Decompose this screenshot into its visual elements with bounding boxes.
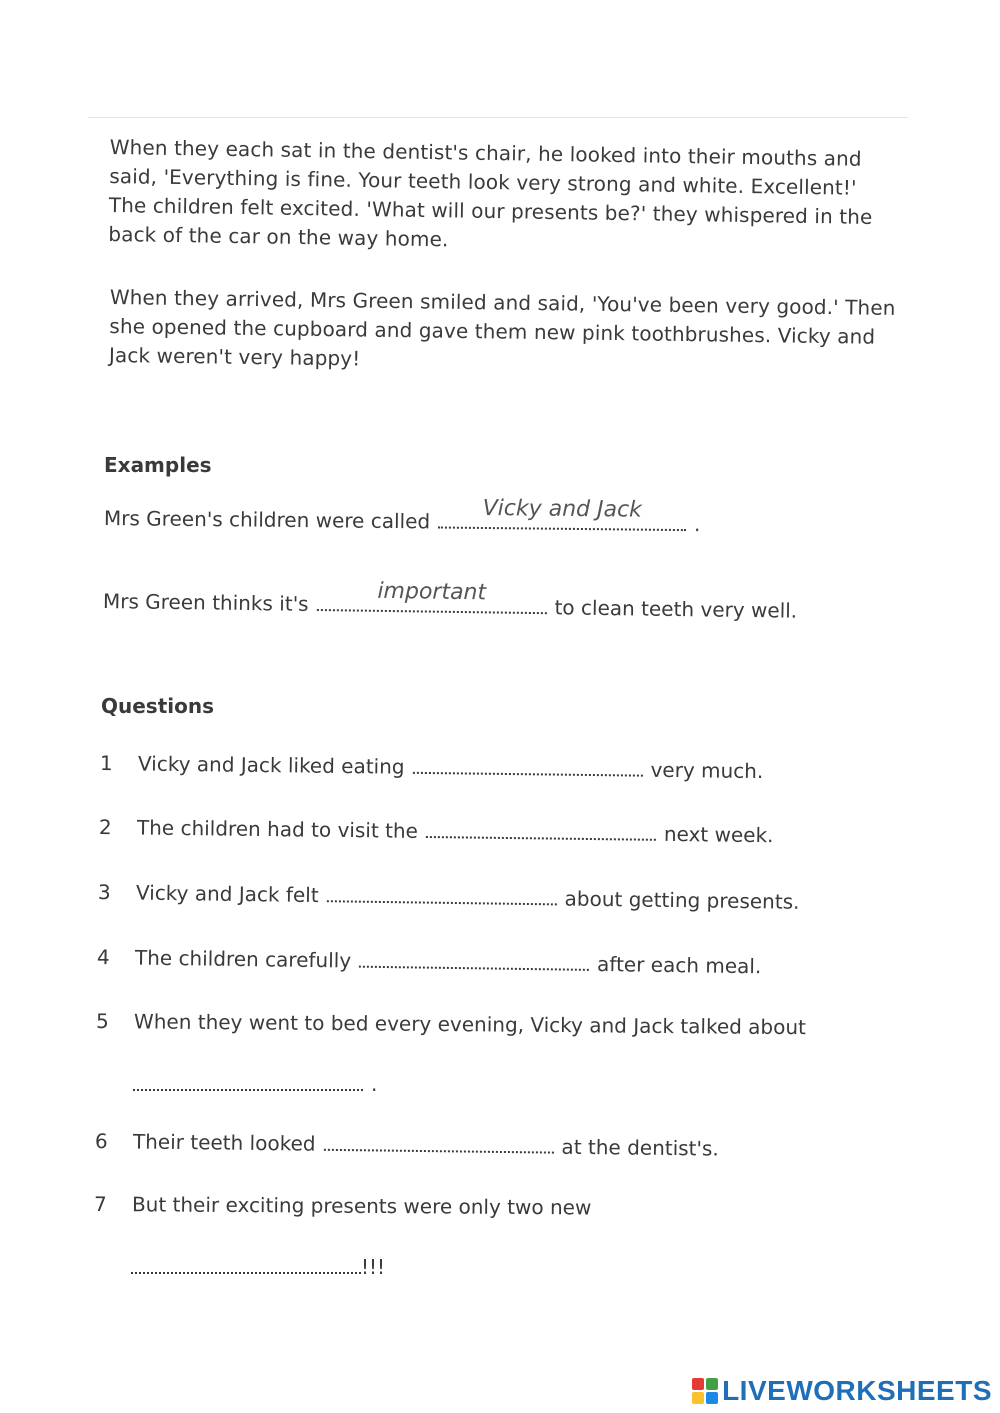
example-2-answer: important (377, 578, 487, 606)
example-1-end: . (694, 512, 701, 537)
question-4-text: The children carefully (134, 945, 352, 973)
question-5 (96, 1009, 806, 1039)
example-2-end: to clean teeth very well. (554, 595, 798, 623)
questions-heading: Questions (101, 694, 215, 718)
question-4-number: 4 (96, 945, 110, 970)
example-1-blank (438, 495, 686, 532)
question-3-end: about getting presents. (564, 886, 800, 914)
question-6-number: 6 (94, 1129, 108, 1154)
liveworksheets-brand (692, 1375, 992, 1407)
top-divider (88, 117, 908, 118)
liveworksheets-logo-icon (692, 1378, 718, 1404)
question-6 (95, 1128, 719, 1161)
question-2-text: The children had to visit the (136, 815, 419, 843)
question-1 (100, 750, 764, 783)
question-2-end: next week. (663, 821, 774, 848)
question-5-answer-field[interactable] (133, 1071, 363, 1091)
example-1 (103, 495, 701, 537)
question-3-number: 3 (97, 880, 111, 905)
examples-heading: Examples (104, 453, 212, 477)
question-2-number: 2 (98, 815, 112, 840)
question-7-end: !!! (361, 1255, 386, 1279)
question-5-end: . (371, 1072, 378, 1096)
question-3 (98, 879, 800, 914)
question-7-continuation (131, 1254, 385, 1279)
example-1-text: Mrs Green's children were called (103, 506, 431, 534)
question-7-answer-field[interactable] (131, 1254, 361, 1274)
question-6-end: at the dentist's. (561, 1134, 719, 1161)
question-3-answer-field[interactable] (327, 882, 557, 905)
question-5-number: 5 (95, 1009, 109, 1034)
question-5-continuation (133, 1071, 377, 1096)
question-2 (99, 814, 774, 847)
brand-text: LIVEWORKSHEETS (722, 1375, 992, 1406)
story-paragraph-2: When they arrived, Mrs Green smiled and said, 'You've been very good.' Then she opened the cupboard and gave them new pink toothbrushes. Vicky and Jack weren't very happy! (108, 284, 896, 371)
question-3-text: Vicky and Jack felt (135, 880, 319, 908)
question-6-text: Their teeth looked (132, 1129, 316, 1156)
example-1-answer: Vicky and Jack (482, 495, 643, 523)
question-4 (97, 944, 762, 978)
example-2-blank (316, 578, 546, 614)
question-1-end: very much. (650, 757, 764, 784)
question-2-answer-field[interactable] (426, 818, 656, 841)
question-4-end: after each meal. (596, 951, 762, 979)
question-7 (94, 1192, 592, 1219)
question-1-text: Vicky and Jack liked eating (137, 751, 405, 779)
question-7-number: 7 (93, 1192, 107, 1217)
question-4-answer-field[interactable] (359, 948, 589, 971)
question-1-number: 1 (99, 751, 113, 776)
example-2-text: Mrs Green thinks it's (102, 589, 309, 616)
example-2 (102, 578, 798, 623)
question-7-text: But their exciting presents were only two new (131, 1192, 592, 1220)
story-paragraph-1: When they each sat in the dentist's chair, he looked into their mouths and said, 'Everything is fine. Your teeth look very strong and white. Excellent!' The children felt excited. 'What will our presents be?' they whispered in the back of the car on the way home. (108, 134, 873, 252)
question-6-answer-field[interactable] (323, 1131, 553, 1154)
question-5-text: When they went to bed every evening, Vicky and Jack talked about (133, 1009, 807, 1040)
question-1-answer-field[interactable] (412, 754, 642, 777)
